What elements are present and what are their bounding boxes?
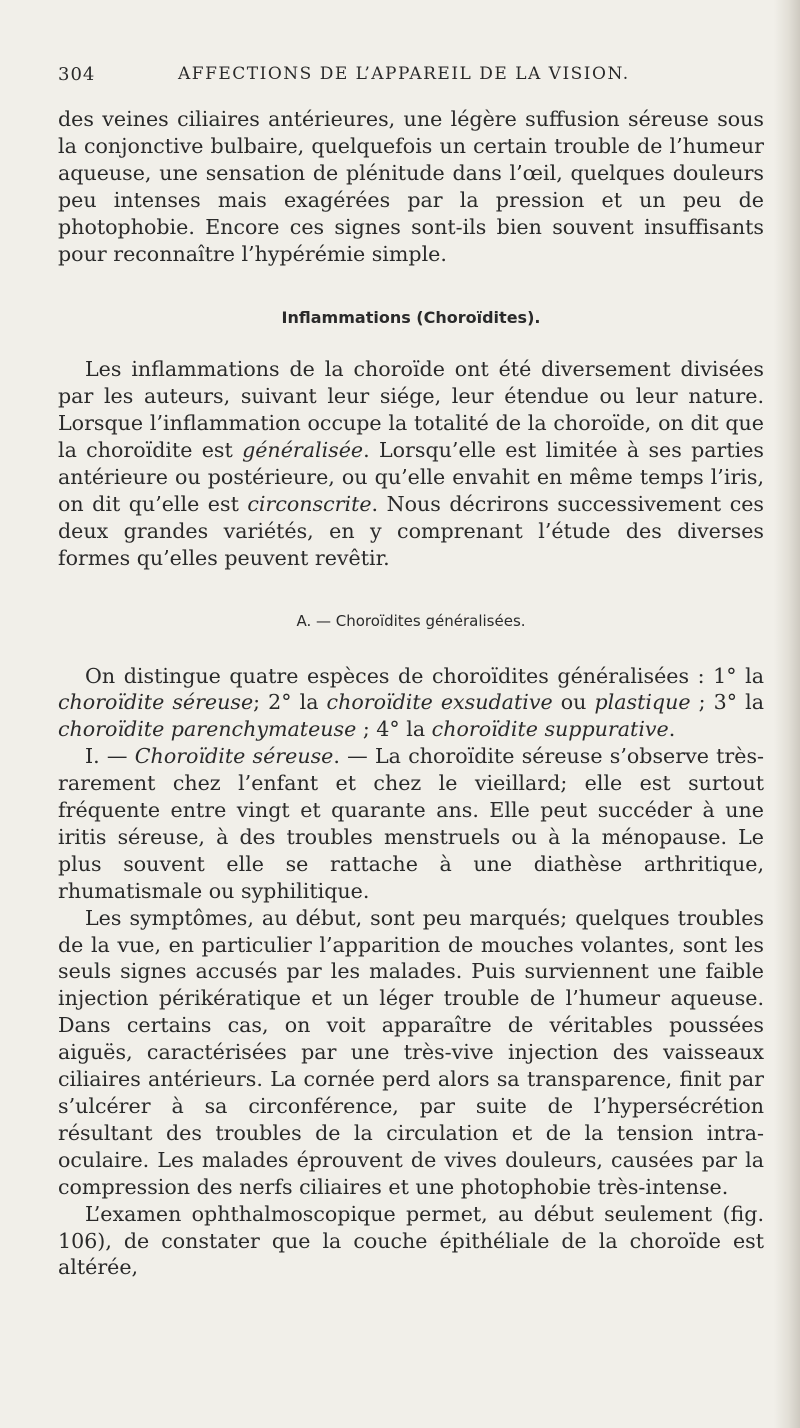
running-head: AFFECTIONS DE L’APPAREIL DE LA VISION. bbox=[178, 64, 630, 84]
paragraph-choroidite-sereuse bbox=[58, 743, 764, 904]
italic-term: choroïdite séreuse bbox=[58, 690, 254, 715]
paragraph-symptomes: Les symptômes, au début, sont peu marqués; quelques troubles de la vue, en particulier l’apparition de mouches volantes, sont les seuls signes accusés par les malades. Puis surviennent une faible injection périkératique et un léger trouble de l’humeur aqueuse. Dans certains cas, on voit apparaître de véritables poussées aiguës, caractérisées par une très-vive injection des vaisseaux ciliaires antérieurs. La cornée perd alors sa transparence, finit par s’ulcérer à sa circonférence, par suite de l’hypersécrétion résultant des troubles de la circulation et de la tension intra-oculaire. Les malades éprouvent de vives douleurs, causées par la compression des nerfs ciliaires et une photophobie très-intense. bbox=[58, 905, 764, 1199]
text-run: ; 2° la bbox=[253, 690, 327, 715]
text-run: I. — bbox=[85, 744, 135, 769]
italic-term: Choroïdite séreuse bbox=[134, 744, 334, 769]
page-number: 304 bbox=[58, 64, 96, 85]
section-heading-inflammations: Inflammations (Choroïdites). bbox=[281, 308, 541, 328]
page-body bbox=[58, 106, 764, 1281]
text-run: . — La choroïdite séreuse s’observe très-rarement chez l’enfant et chez le vieillard; elle est surtout fréquente entre vingt et quarante ans. Elle peut succéder à une iritis séreuse, à des troubles menstruels ou à la ménopause. Le plus souvent elle se rattache à une diathèse arthritique, rhumatismale ou syphilitique. bbox=[58, 744, 764, 903]
italic-term: généralisée bbox=[242, 438, 364, 463]
text-run: . Lorsqu’elle est limitée à ses parties antérieure ou postérieure, ou qu’elle envahit en même temps l’iris, on dit qu’elle est bbox=[58, 438, 764, 516]
text-run: ; 4° la bbox=[356, 717, 432, 742]
text-run: . bbox=[668, 717, 676, 742]
italic-term: plastique bbox=[594, 690, 691, 715]
italic-term: choroïdite suppurative bbox=[431, 717, 669, 742]
paragraph-continuation: des veines ciliaires antérieures, une légère suffusion séreuse sous la conjonctive bulbaire, quelquefois un certain trouble de l’humeur aqueuse, une sensation de plénitude dans l’œil, quelques douleurs peu intenses mais exagérées par la pression et un peu de photophobie. Encore ces signes sont-ils bien souvent insuffisants pour reconnaître l’hypérémie simple. bbox=[58, 107, 764, 266]
page-header bbox=[58, 64, 758, 94]
italic-term: choroïdite parenchymateuse bbox=[58, 717, 357, 742]
paragraph-four-species bbox=[58, 663, 764, 744]
text-run: ou bbox=[552, 690, 595, 715]
subsection-heading-generalisees: A. — Choroïdites généralisées. bbox=[296, 611, 526, 630]
italic-term: circonscrite bbox=[247, 491, 372, 516]
italic-term: choroïdite exsudative bbox=[326, 690, 553, 715]
text-run: . Nous décrirons successivement ces deux grandes variétés, en y comprenant l’étude des diverses formes qu’elles peuvent revêtir. bbox=[58, 491, 764, 570]
text-run: ; 3° la bbox=[690, 690, 764, 715]
page-edge-shadow bbox=[774, 0, 800, 1428]
paragraph-examen: L’examen ophthalmoscopique permet, au début seulement (fig. 106), de constater que la couche épithéliale de la choroïde est altérée, bbox=[58, 1201, 764, 1280]
paragraph-inflammations-intro bbox=[58, 356, 764, 571]
text-run: On distingue quatre espèces de choroïdites généralisées : 1° la bbox=[85, 663, 764, 688]
text-run: Les inflammations de la choroïde ont été diversement divisées par les auteurs, suivant leur siége, leur étendue ou leur nature. Lorsque l’inflammation occupe la totalité de la choroïde, on dit que la choroïdite est bbox=[58, 357, 764, 463]
